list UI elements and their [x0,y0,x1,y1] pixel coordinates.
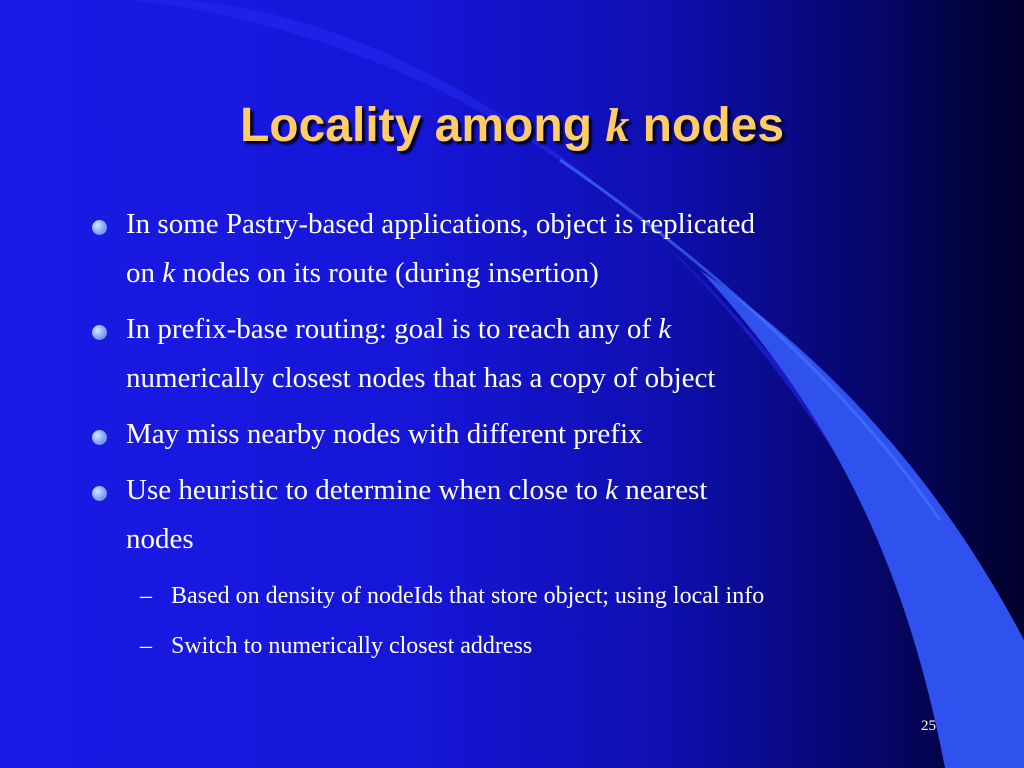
bullet-item [88,200,948,298]
bullet-dot-icon [92,430,107,445]
title-text-start: Locality among [239,99,606,152]
k-variable: k [605,474,619,506]
title-k-variable: k [605,99,630,152]
k-variable: k [162,257,176,289]
bullet-list [88,200,948,671]
bullet-item [88,410,948,459]
sub-bullet-item [88,571,948,621]
sub-bullet-text: Based on density of nodeIds that store object; using local info [171,583,765,609]
page-number: 25 [921,718,936,734]
bullet-text-line: In some Pastry-based applications, object is replicated [126,208,755,240]
dash-icon: – [140,583,152,609]
dash-icon: – [140,633,152,659]
bullet-dot-icon [92,486,107,501]
slide-title [0,100,1024,153]
bullet-dot-icon [92,220,107,235]
bullet-text-segment: nearest [618,474,708,506]
bullet-text-segment: nodes on its route (during insertion) [175,257,599,289]
bullet-dot-icon [92,325,107,340]
bullet-text-segment: on [126,257,163,289]
title-text-end: nodes [629,99,785,152]
bullet-text-segment: Use heuristic to determine when close to [126,474,606,506]
bullet-item [88,466,948,564]
bullet-text-segment: In prefix-base routing: goal is to reach any of [126,313,659,345]
sub-bullet-item [88,621,948,671]
sub-bullet-text: Switch to numerically closest address [171,633,533,659]
k-variable: k [658,313,672,345]
bullet-text-line: nodes [126,523,194,555]
bullet-text-line: May miss nearby nodes with different prefix [126,418,643,450]
bullet-text-line: numerically closest nodes that has a copy of object [126,362,716,394]
bullet-item [88,305,948,403]
